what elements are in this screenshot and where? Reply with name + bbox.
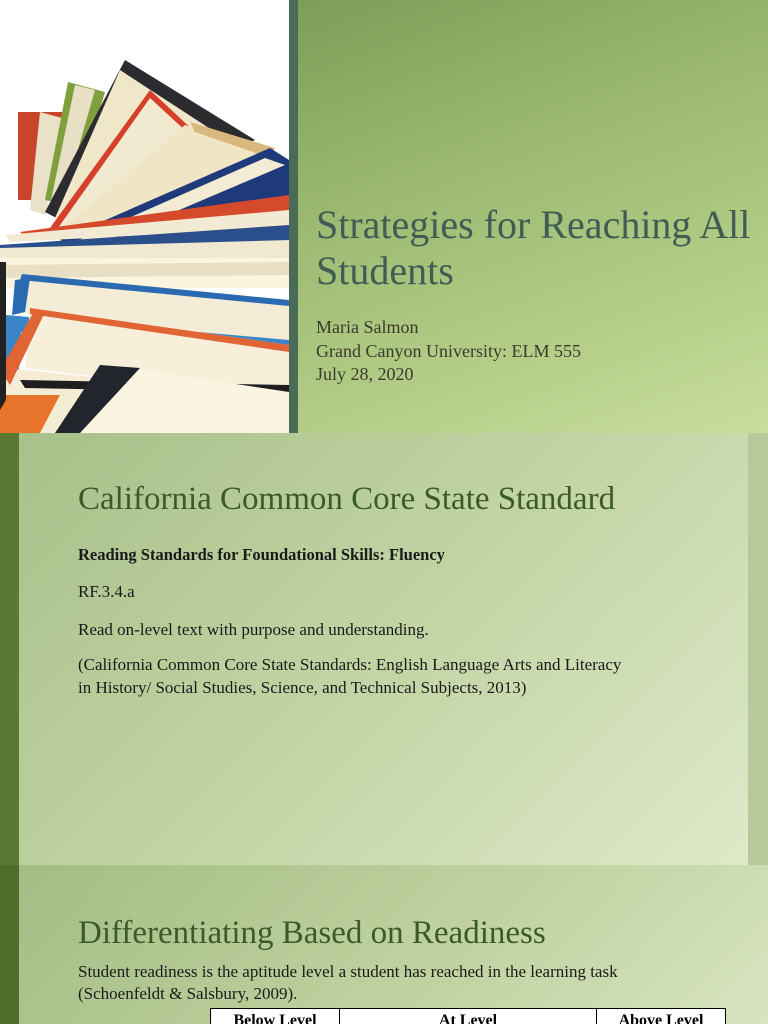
- standard-slide: [0, 433, 768, 865]
- standard-subheading: Reading Standards for Foundational Skills: Fluency: [78, 545, 445, 564]
- readiness-body: [78, 961, 728, 1005]
- standard-text: Read on-level text with purpose and understanding.: [78, 620, 429, 639]
- title-slide: [0, 0, 768, 433]
- standard-code: RF.3.4.a: [78, 582, 135, 601]
- body-line: Student readiness is the aptitude level a student has reached in the learning task: [78, 962, 618, 981]
- slide-edge: [748, 433, 768, 865]
- books-image: [0, 0, 289, 433]
- citation-line: (California Common Core State Standards: English Language Arts and Literacy: [78, 655, 622, 674]
- citation-line: in History/ Social Studies, Science, and Technical Subjects, 2013): [78, 677, 527, 697]
- table-header-below: Below Level: [211, 1009, 340, 1024]
- body-line: (Schoenfeldt & Salsbury, 2009).: [78, 984, 298, 1003]
- subtitle-block: [316, 316, 581, 387]
- readiness-slide: [0, 865, 768, 1024]
- table-header-row: [211, 1009, 726, 1024]
- stack-of-books-photo: [0, 0, 289, 433]
- slide-heading: Differentiating Based on Readiness: [78, 915, 546, 951]
- presentation-date: July 28, 2020: [316, 364, 414, 384]
- slide-divider: [289, 0, 298, 433]
- readiness-table: [210, 1008, 726, 1024]
- course-name: Grand Canyon University: ELM 555: [316, 340, 581, 361]
- table-header-at: At Level: [340, 1009, 597, 1024]
- citation: [78, 654, 621, 699]
- slide-heading: California Common Core State Standard: [78, 481, 616, 517]
- table-header-above: Above Level: [597, 1009, 726, 1024]
- author-name: Maria Salmon: [316, 317, 419, 337]
- slide-title: Strategies for Reaching All Students: [316, 202, 751, 293]
